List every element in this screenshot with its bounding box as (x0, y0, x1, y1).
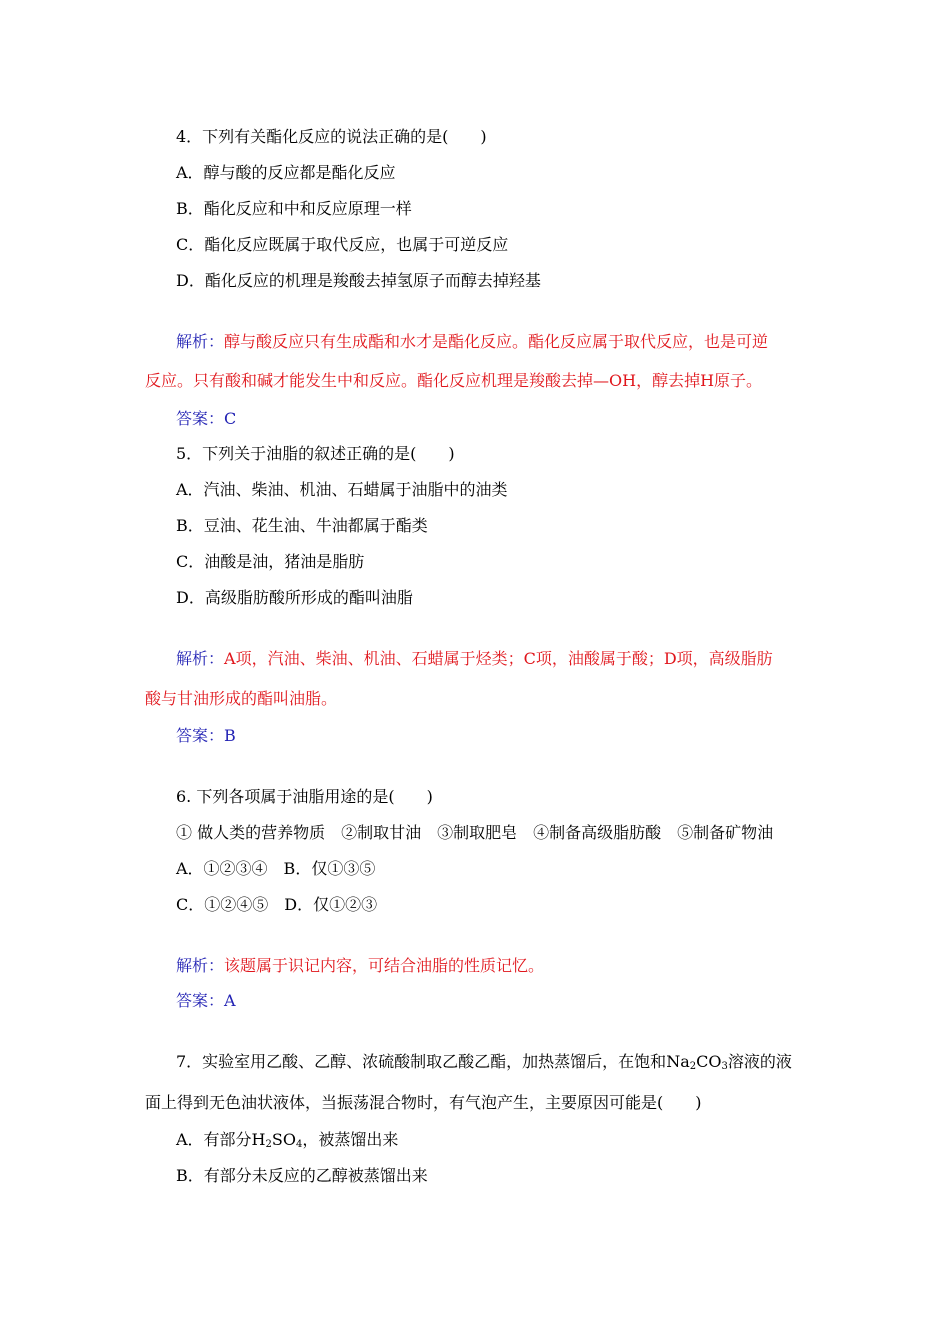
q4-answer (176, 408, 236, 430)
q6-options-ab: A．①②③④ B．仅①③⑤ (176, 859, 376, 878)
q6-analysis-text1: 该题属于识记内容，可结合油脂的性质记忆。 (224, 956, 545, 975)
q4-option-a: A．醇与酸的反应都是酯化反应 (176, 163, 396, 182)
q6-stem: 6. 下列各项属于油脂用途的是( ) (176, 787, 433, 806)
q5-option-c: C．油酸是油，猪油是脂肪 (176, 552, 365, 571)
q4-answer-value: C (224, 409, 237, 428)
q5-answer (176, 725, 236, 747)
q6-answer-label: 答案： (176, 991, 225, 1010)
q7-formula-na: Na (666, 1052, 690, 1071)
q7-a-so: SO (271, 1130, 296, 1149)
q7-a-sub4: 4 (295, 1139, 303, 1150)
q7-formula-co: CO (696, 1052, 722, 1071)
q4-analysis-line1 (176, 331, 768, 353)
q5-option-d: D．高级脂肪酸所形成的酯叫油脂 (176, 588, 413, 607)
q4-option-c: C．酯化反应既属于取代反应，也属于可逆反应 (176, 235, 509, 254)
q5-option-a: A．汽油、柴油、机油、石蜡属于油脂中的油类 (176, 480, 508, 499)
q4-analysis-line2: 反应。只有酸和碱才能发生中和反应。酯化反应机理是羧酸去掉—OH，醇去掉H原子。 (145, 371, 763, 390)
q6-answer (176, 990, 236, 1012)
q5-analysis-text1: A项，汽油、柴油、机油、石蜡属于烃类；C项，油酸属于酸；D项，高级脂肪 (224, 649, 773, 668)
q6-analysis-line1 (176, 955, 544, 977)
q5-answer-label: 答案： (176, 726, 225, 745)
q7-formula-sub2: 2 (689, 1061, 697, 1072)
q5-analysis-line1 (176, 648, 773, 670)
q7-option-a (176, 1129, 398, 1151)
q5-answer-value: B (224, 726, 236, 745)
q5-analysis-line2: 酸与甘油形成的酯叫油脂。 (145, 689, 338, 708)
q7-stem-line2: 面上得到无色油状液体，当振荡混合物时，有气泡产生，主要原因可能是( ) (145, 1093, 702, 1112)
q7-stem-part1: 7．实验室用乙酸、乙醇、浓硫酸制取乙酸乙酯，加热蒸馏后，在饱和 (176, 1052, 667, 1071)
q7-a-part2: ，被蒸馏出来 (302, 1130, 399, 1149)
q7-formula-sub3: 3 (721, 1061, 728, 1072)
q5-analysis-label: 解析： (176, 649, 225, 668)
q4-analysis-text1: 醇与酸反应只有生成酯和水才是酯化反应。酯化反应属于取代反应，也是可逆 (224, 332, 769, 351)
q7-stem-part2: 溶液的液 (727, 1052, 792, 1071)
q5-stem: 5．下列关于油脂的叙述正确的是( ) (176, 444, 455, 463)
q5-option-b: B．豆油、花生油、牛油都属于酯类 (176, 516, 428, 535)
q7-stem-line1 (176, 1051, 792, 1073)
q6-items: ① 做人类的营养物质 ②制取甘油 ③制取肥皂 ④制备高级脂肪酸 ⑤制备矿物油 (176, 823, 774, 842)
q7-a-part1: A．有部分H (176, 1130, 266, 1149)
q6-analysis-label: 解析： (176, 956, 225, 975)
q6-options-cd: C．①②④⑤ D．仅①②③ (176, 895, 378, 914)
q4-answer-label: 答案： (176, 409, 225, 428)
q4-stem: 4．下列有关酯化反应的说法正确的是( ) (176, 127, 487, 146)
q4-option-d: D．酯化反应的机理是羧酸去掉氢原子而醇去掉羟基 (176, 271, 541, 290)
q6-answer-value: A (224, 991, 236, 1010)
q4-option-b: B．酯化反应和中和反应原理一样 (176, 199, 412, 218)
q4-analysis-label: 解析： (176, 332, 225, 351)
q7-a-sub2: 2 (265, 1139, 272, 1150)
q7-option-b: B．有部分未反应的乙醇被蒸馏出来 (176, 1166, 428, 1185)
